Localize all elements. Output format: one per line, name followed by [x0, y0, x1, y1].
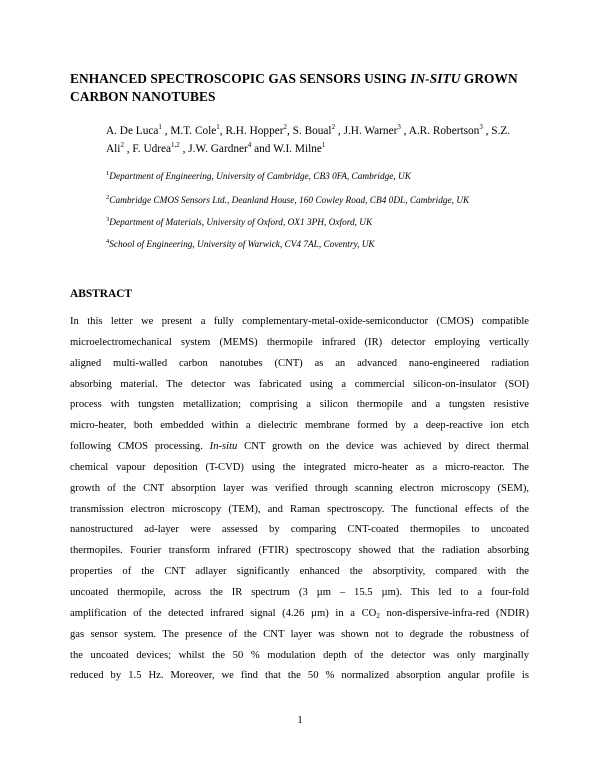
author-affiliation-mark: 2 [331, 123, 336, 131]
author-name: M.T. Cole [170, 125, 217, 137]
author-separator: , [219, 125, 226, 137]
author-affiliation-mark: 3 [479, 123, 483, 131]
abstract-line: chemical vapour deposition (T-CVD) using the integrated micro-heater as a micro-reactor. The [70, 461, 529, 473]
abstract-body [70, 312, 529, 687]
author-separator: , [179, 143, 189, 155]
author-name: J.W. Gardner [188, 143, 248, 155]
abstract-line: gas sensor system. The presence of the CNT layer was shown not to degrade the robustness of [70, 628, 529, 640]
author-name: R.H. Hopper [225, 125, 284, 137]
abstract-line: growth of the CNT absorption layer was verified through scanning electron microscopy (SEM), [70, 482, 529, 494]
author-affiliation-mark: 1 [321, 141, 326, 149]
affiliation-line [106, 195, 469, 207]
affiliation-line [106, 171, 411, 183]
affiliation-number: 4 [106, 238, 110, 245]
abstract-line: following CMOS processing. In-situ CNT growth on the device was achieved by direct thermal [70, 441, 529, 453]
title-line2: CARBON NANOTUBES [70, 89, 216, 104]
abstract-line: reduced by 1.5 Hz. Moreover, we find that the 50 % normalized absorption angular profile is [70, 670, 529, 682]
author-name: S. Boual [292, 125, 332, 137]
abstract-line: micro-heater, both embedded within a dielectric membrane formed by a deep-reactive ion etch [70, 420, 529, 432]
affiliation-text: Department of Materials, University of Oxford, OX1 3PH, Oxford, UK [109, 218, 373, 228]
affiliation-number: 3 [106, 216, 110, 223]
abstract-line: microelectromechanical system (MEMS) thermopile infrared (IR) detector employing vertically [70, 336, 529, 348]
author-separator: , [400, 125, 409, 137]
author-name: A. De Luca [106, 125, 159, 137]
affiliation-line [106, 239, 375, 251]
paper-title [70, 70, 540, 106]
author-affiliation-mark: 3 [397, 123, 401, 131]
abstract-line: In this letter we present a fully complementary-metal-oxide-semiconductor (CMOS) compatible [70, 316, 529, 327]
page-number: 1 [297, 714, 303, 726]
author-name: S.Z. Ali [106, 125, 511, 155]
abstract-line: properties of the CNT adlayer significantly enhanced the absorptivity, compared with the [70, 566, 529, 578]
author-affiliation-mark: 2 [120, 141, 124, 149]
author-affiliation-mark: 2 [283, 123, 287, 131]
author-name: J.H. Warner [343, 125, 398, 137]
abstract-line: amplification of the detected infrared signal (4.26 µm) in a $CO_2$ non-dispersive-infra-red (NDIR) [70, 607, 530, 620]
author-list [106, 122, 516, 158]
abstract-heading: ABSTRACT [70, 288, 133, 300]
author-affiliation-mark: 1,2 [171, 141, 180, 149]
author-name: W.I. Milne [273, 143, 322, 155]
abstract-line: thermopiles. Fourier transform infrared (FTIR) spectroscopy showed that the radiation absorbing [70, 545, 529, 557]
affiliation-number: 2 [106, 194, 110, 201]
affiliation-text: Department of Engineering, University of Cambridge, CB3 0FA, Cambridge, UK [109, 172, 411, 182]
title-line1-post: GROWN [460, 71, 518, 86]
author-separator: and [251, 143, 274, 155]
author-separator: , [335, 125, 344, 137]
author-separator: , [287, 125, 293, 137]
affiliation-text: Cambridge CMOS Sensors Ltd., Deanland House, 160 Cowley Road, CB4 0DL, Cambridge, UK [109, 196, 470, 206]
affiliation-line [106, 217, 372, 229]
affiliation-number: 1 [106, 170, 110, 177]
author-name: F. Udrea [132, 143, 172, 155]
abstract-line: the uncoated devices; whilst the 50 % modulation depth of the detector was only marginally [70, 649, 529, 661]
author-separator: , [123, 143, 133, 155]
author-separator: , [161, 125, 171, 137]
abstract-line: aligned multi-walled carbon nanotubes (CNT) as an advanced nano-engineered radiation [70, 357, 529, 369]
abstract-line: process with tungsten metallization; comprising a silicon thermopile and a tungsten resistive [70, 399, 529, 411]
title-line1-pre: ENHANCED SPECTROSCOPIC GAS SENSORS USING [70, 71, 411, 86]
author-separator: , [482, 125, 492, 137]
author-affiliation-mark: 1 [216, 123, 220, 131]
abstract-line: transmission electron microscopy (TEM), and Raman spectroscopy. The functional effects of the [70, 503, 529, 515]
abstract-line: nanostructured ad-layer were assessed by comparing CNT-coated thermopiles to uncoated [70, 524, 529, 536]
author-affiliation-mark: 1 [158, 123, 162, 131]
abstract-line: absorbing material. The detector was fabricated using a commercial silicon-on-insulator (SOI) [70, 378, 529, 390]
author-affiliation-mark: 4 [247, 141, 252, 149]
author-name: A.R. Robertson [408, 125, 480, 137]
abstract-line: uncoated thermopile, across the IR spectrum (3 µm – 15.5 µm). This led to a four-fold [70, 586, 529, 598]
title-line1-italic: IN-SITU [410, 71, 461, 86]
affiliation-text: School of Engineering, University of Warwick, CV4 7AL, Coventry, UK [109, 240, 375, 250]
